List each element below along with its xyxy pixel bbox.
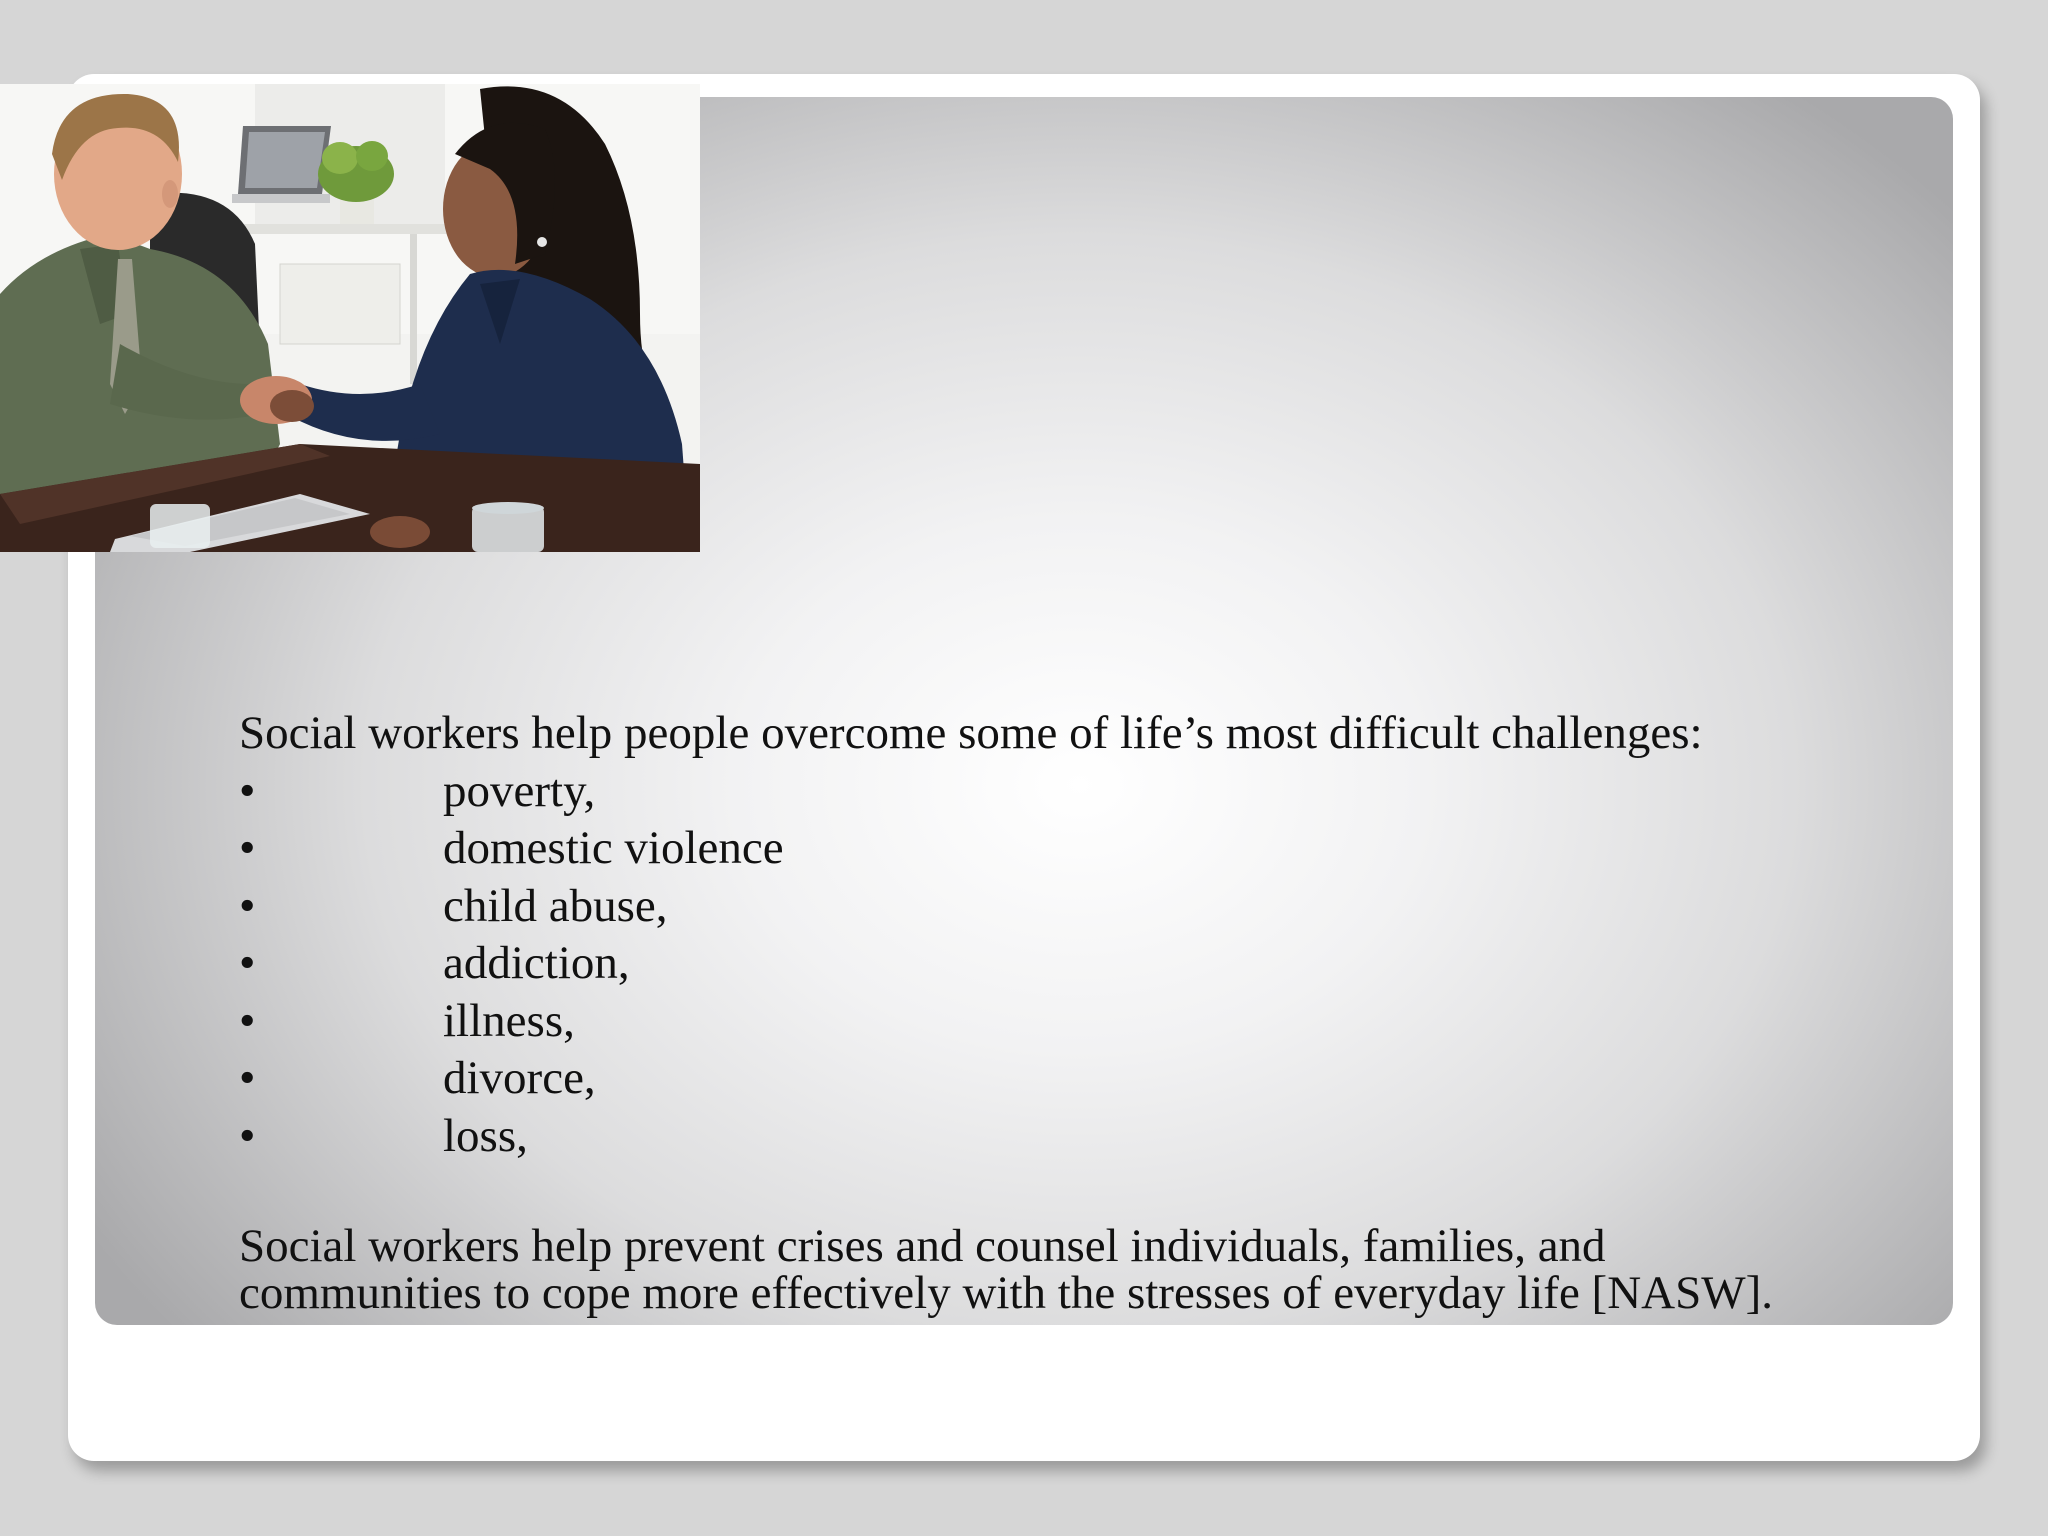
handshake-photo-icon [0,84,700,552]
list-item [239,993,1953,1051]
intro-text: Social workers help people overcome some of life’s most difficult challenges: [239,707,1703,759]
slide-content [239,705,1953,1317]
bullet-icon: • [239,822,256,874]
list-item [239,878,1953,936]
list-item-label: loss, [443,1109,528,1162]
list-item-label: poverty, [443,764,596,817]
list-item-label: domestic violence [443,822,784,874]
challenges-list [239,763,1953,1166]
bullet-icon: • [239,937,256,989]
list-item [239,1108,1953,1166]
handshake-photo [0,84,700,552]
list-item-label: child abuse, [443,879,668,932]
bullet-icon: • [239,1109,256,1162]
bullet-icon: • [239,994,256,1047]
list-item [239,1050,1953,1108]
outro-text [239,1220,1953,1319]
bullet-icon: • [239,1052,256,1104]
list-item-label: addiction, [443,937,630,989]
outro-line-2: communities to cope more effectively with the stresses of everyday life [NASW]. [239,1267,1773,1319]
list-item [239,763,1953,821]
bullet-icon: • [239,764,256,817]
list-item [239,935,1953,993]
bullet-icon: • [239,879,256,932]
outro-line-1: Social workers help prevent crises and counsel individuals, families, and [239,1220,1606,1272]
list-item-label: divorce, [443,1052,596,1104]
list-item-label: illness, [443,994,575,1047]
list-item [239,820,1953,878]
